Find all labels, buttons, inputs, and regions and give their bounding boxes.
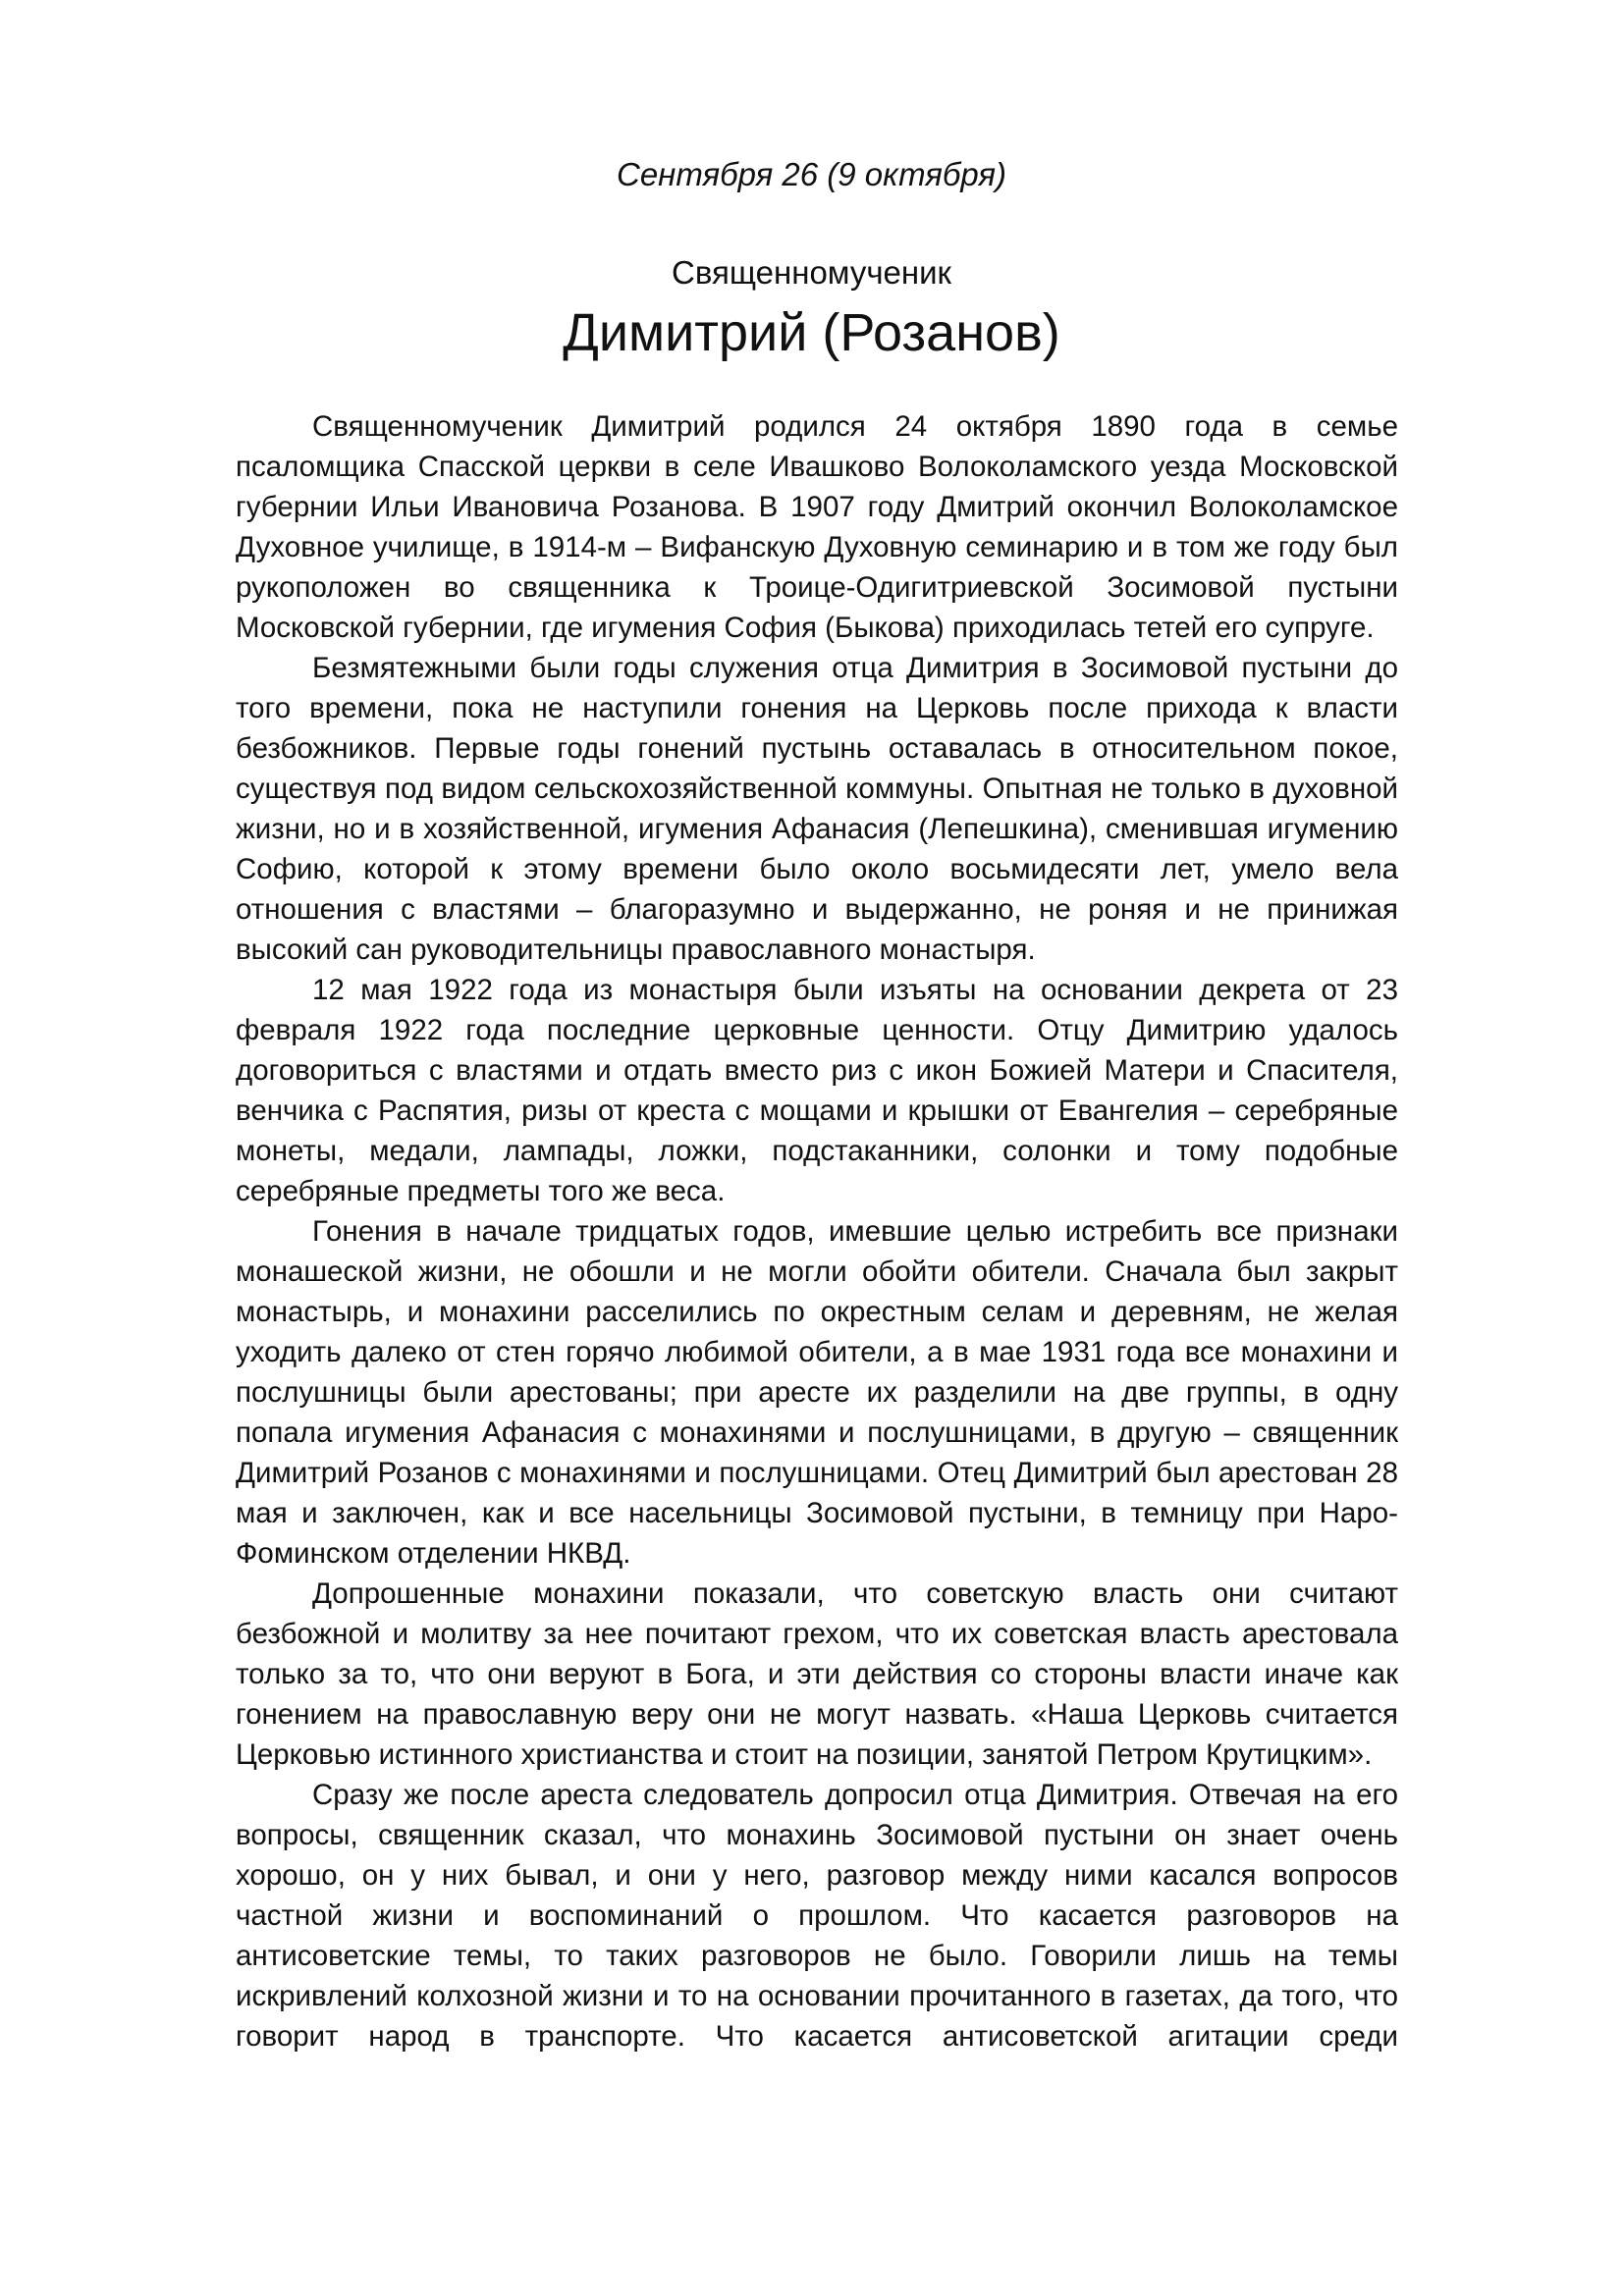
paragraph-2: Безмятежными были годы служения отца Димитрия в Зосимовой пустыни до того времени, пока не наступили гонения на Церковь после прихода к власти безбожников. Первые годы гонений пустынь оставалась в относительном покое, существуя под видом сельскохозяйственной коммуны. Опытная не только в духовной жизни, но и в хозяйственной, игумения Афанасия (Лепешкина), сменившая игумению Софию, которой к этому времени было около восьмидесяти лет, умело вела отношения с властями – благоразумно и выдержанно, не роняя и не принижая высокий сан руководительницы православного монастыря. — [236, 652, 1398, 966]
paragraph-6: Сразу же после ареста следователь допросил отца Димитрия. Отвечая на его вопросы, священник сказал, что монахинь Зосимовой пустыни он знает очень хорошо, он у них бывал, и они у него, разговор между ними касался вопросов частной жизни и воспоминаний о прошлом. Что касается разговоров на антисоветские темы, то таких разговоров не было. Говорили лишь на темы искривлений колхозной жизни и то на основании прочитанного в газетах, да того, что говорит народ в транспорте. Что касается антисоветской агитации среди — [236, 1779, 1398, 2053]
biography-text — [236, 406, 1398, 2056]
paragraph-1: Священномученик Димитрий родился 24 октября 1890 года в семье псаломщика Спасской церкви в селе Ивашково Волоколамского уезда Московской губернии Ильи Ивановича Розанова. В 1907 году Дмитрий окончил Волоколамское Духовное училище, в 1914-м – Вифанскую Духовную семинарию и в том же году был рукоположен во священника к Троице-Одигитриевской Зосимовой пустыни Московской губернии, где игумения София (Быкова) приходилась тетей его супруге. — [236, 410, 1398, 644]
paragraph-4: Гонения в начале тридцатых годов, имевшие целью истребить все признаки монашеской жизни, не обошли и не могли обойти обители. Сначала был закрыт монастырь, и монахини расселились по окрестным селам и деревням, не желая уходить далеко от стен горячо любимой обители, а в мае 1931 года все монахини и послушницы были арестованы; при аресте их разделили на две группы, в одну попала игумения Афанасия с монахинями и послушницами, в другую – священник Димитрий Розанов с монахинями и послушницами. Отец Димитрий был арестован 28 мая и заключен, как и все насельницы Зосимовой пустыни, в темницу при Наро-Фоминском отделении НКВД. — [236, 1215, 1398, 1570]
paragraph-3: 12 мая 1922 года из монастыря были изъяты на основании декрета от 23 февраля 1922 года последние церковные ценности. Отцу Димитрию удалось договориться с властями и отдать вместо риз с икон Божией Матери и Спасителя, венчика с Распятия, ризы от креста с мощами и крышки от Евангелия – серебряные монеты, медали, лампады, ложки, подстаканники, солонки и тому подобные серебряные предметы того же веса. — [236, 974, 1398, 1207]
saint-rank: Священномученик — [672, 254, 951, 291]
saint-name-title: Димитрий (Розанов) — [563, 303, 1060, 362]
paragraph-5: Допрошенные монахини показали, что советскую власть они считают безбожной и молитву за нее почитают грехом, что их советская власть арестовала только за то, что они веруют в Бога, и эти действия со стороны власти иначе как гонением на православную веру они не могут назвать. «Наша Церковь считается Церковью истинного христианства и стоит на позиции, занятой Петром Крутицким». — [236, 1577, 1398, 1771]
feast-date: Сентября 26 (9 октября) — [616, 156, 1007, 192]
